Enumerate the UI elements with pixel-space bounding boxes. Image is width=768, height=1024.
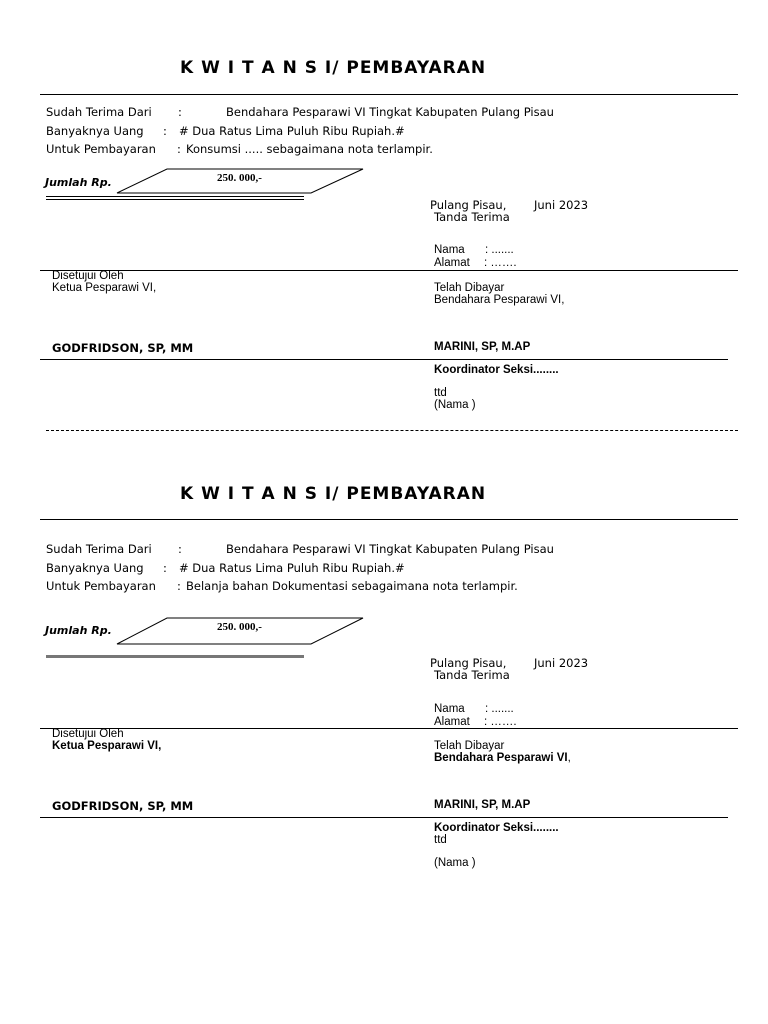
name-placeholder: (Nama ) — [434, 399, 476, 411]
amount-words-separator: : — [163, 561, 167, 575]
amount-words-value: # Dua Ratus Lima Puluh Ribu Rupiah.# — [179, 124, 405, 138]
cut-line — [46, 430, 738, 431]
date-text: Juni 2023 — [534, 198, 589, 212]
name-placeholder: (Nama ) — [434, 857, 476, 869]
purpose-separator: : — [177, 142, 181, 156]
approved-role: Ketua Pesparawi VI, — [52, 740, 162, 752]
tanda-terima: Tanda Terima — [434, 210, 510, 224]
payer-name: MARINI, SP, M.AP — [434, 341, 531, 353]
title-divider — [40, 519, 738, 520]
approved-label: Disetujui Oleh — [52, 728, 124, 740]
paid-role: Bendahara Pesparawi VI, — [434, 294, 565, 306]
section-divider — [40, 728, 738, 729]
ttd-text: ttd — [434, 387, 447, 399]
purpose-label: Untuk Pembayaran — [46, 579, 156, 593]
title-divider — [40, 94, 738, 95]
date-text: Juni 2023 — [534, 656, 589, 670]
nama-value: : ....... — [485, 244, 514, 256]
receipt-title: K W I T A N S I/ PEMBAYARAN — [180, 58, 487, 78]
from-value: Bendahara Pesparawi VI Tingkat Kabupaten Pulang Pisau — [226, 542, 554, 556]
paid-label: Telah Dibayar — [434, 282, 505, 294]
from-separator: : — [178, 542, 182, 556]
receipt-title: K W I T A N S I/ PEMBAYARAN — [180, 484, 487, 504]
paid-role: Bendahara Pesparawi VI — [434, 752, 568, 764]
amount-underline — [46, 196, 304, 200]
purpose-label: Untuk Pembayaran — [46, 142, 156, 156]
alamat-label: Alamat — [434, 716, 470, 728]
place-text: Pulang Pisau, — [430, 198, 507, 212]
payer-name: MARINI, SP, M.AP — [434, 799, 531, 811]
coordinator-label: Koordinator Seksi........ — [434, 364, 559, 376]
paid-role-line — [434, 752, 571, 764]
jumlah-label: Jumlah Rp. — [45, 176, 112, 189]
nama-label: Nama — [434, 244, 465, 256]
amount-words-label: Banyaknya Uang — [46, 561, 144, 575]
section-divider — [40, 270, 738, 271]
nama-value: : ....... — [485, 703, 514, 715]
ttd-text: ttd — [434, 834, 447, 846]
amount-value: 250. 000,- — [217, 172, 262, 184]
jumlah-label: Jumlah Rp. — [45, 624, 112, 637]
amount-words-value: # Dua Ratus Lima Puluh Ribu Rupiah.# — [179, 561, 405, 575]
from-label: Sudah Terima Dari — [46, 542, 152, 556]
paid-label: Telah Dibayar — [434, 740, 505, 752]
from-label: Sudah Terima Dari — [46, 105, 152, 119]
amount-words-separator: : — [163, 124, 167, 138]
purpose-value: Belanja bahan Dokumentasi sebagaimana nota terlampir. — [186, 579, 518, 593]
place-text: Pulang Pisau, — [430, 656, 507, 670]
alamat-label: Alamat — [434, 257, 470, 269]
amount-value: 250. 000,- — [217, 621, 262, 633]
amount-underline — [46, 655, 304, 658]
coordinator-label: Koordinator Seksi........ — [434, 822, 559, 834]
signature-divider — [40, 359, 728, 360]
approver-name: GODFRIDSON, SP, MM — [52, 799, 194, 813]
approver-name: GODFRIDSON, SP, MM — [52, 341, 194, 355]
purpose-value: Konsumsi ..... sebagaimana nota terlampir. — [186, 142, 433, 156]
nama-label: Nama — [434, 703, 465, 715]
approved-label: Disetujui Oleh — [52, 270, 124, 282]
from-separator: : — [178, 105, 182, 119]
approved-role: Ketua Pesparawi VI, — [52, 282, 157, 294]
tanda-terima: Tanda Terima — [434, 668, 510, 682]
signature-divider — [40, 817, 728, 818]
alamat-value: : ……. — [484, 257, 517, 269]
amount-words-label: Banyaknya Uang — [46, 124, 144, 138]
from-value: Bendahara Pesparawi VI Tingkat Kabupaten Pulang Pisau — [226, 105, 554, 119]
paid-role-comma: , — [567, 752, 571, 764]
purpose-separator: : — [177, 579, 181, 593]
alamat-value: : ……. — [484, 716, 517, 728]
